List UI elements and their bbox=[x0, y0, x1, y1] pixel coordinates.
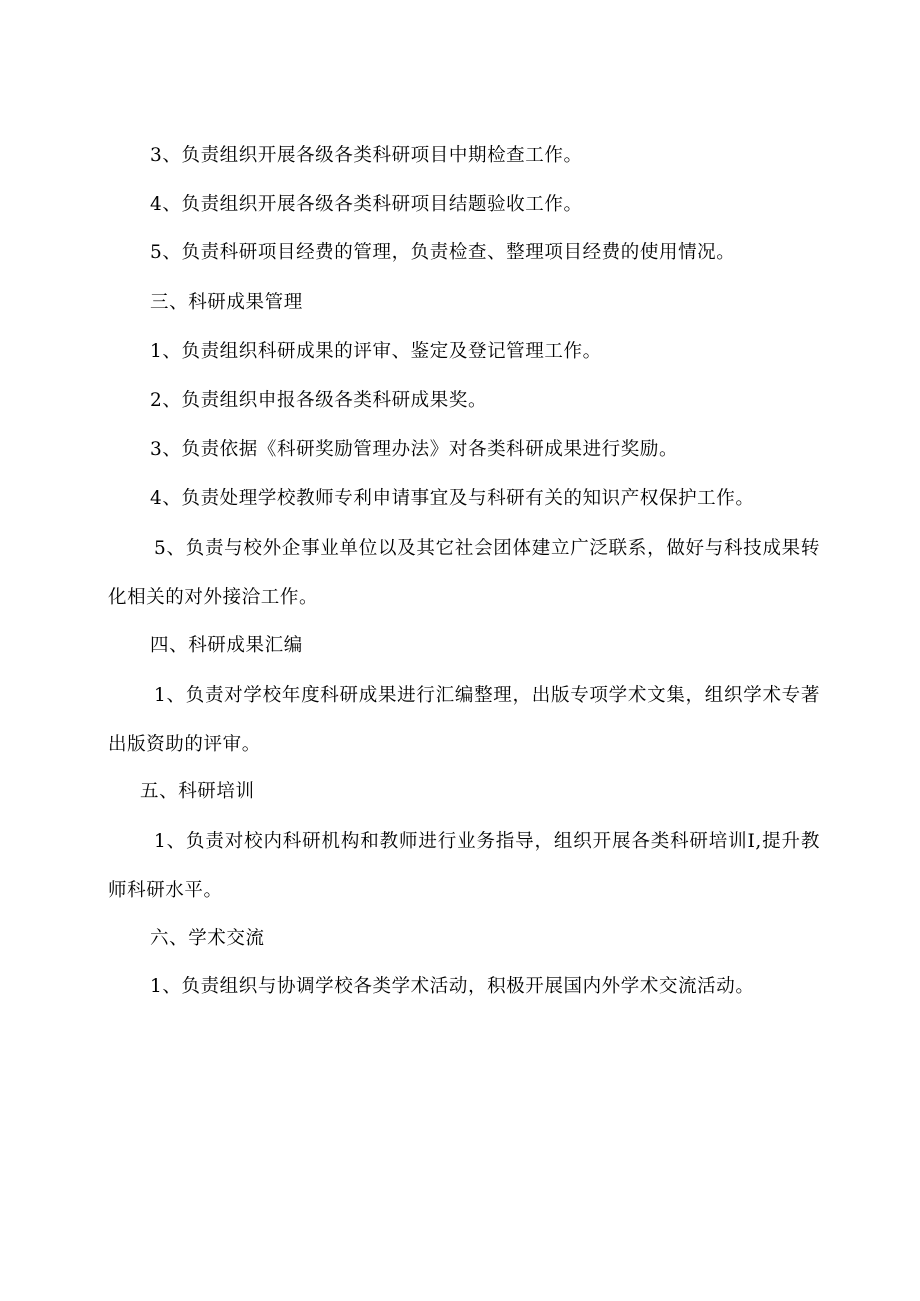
paragraph-item-4-final-acceptance: 4、负责组织开展各级各类科研项目结题验收工作。 bbox=[150, 194, 583, 215]
paragraph-item-5-funding-management: 5、负责科研项目经费的管理，负责检查、整理项目经费的使用情况。 bbox=[150, 242, 736, 263]
paragraph-item-1-academic-activities: 1、负责组织与协调学校各类学术活动，积极开展国内外学术交流活动。 bbox=[150, 976, 755, 997]
paragraph-item-3-midterm-check: 3、负责组织开展各级各类科研项目中期检查工作。 bbox=[150, 145, 583, 166]
paragraph-item-1-training-guidance: 1、负责对校内科研机构和教师进行业务指导，组织开展各类科研培训I,提升教师科研水平。 bbox=[108, 831, 820, 901]
paragraph-item-3-reward-measures: 3、负责依据《科研奖励管理办法》对各类科研成果进行奖励。 bbox=[150, 439, 679, 460]
section-heading-academic-exchange: 六、学术交流 bbox=[150, 928, 265, 949]
section-heading-research-training: 五、科研培训 bbox=[140, 781, 255, 802]
paragraph-item-5-external-liaison: 5、负责与校外企事业单位以及其它社会团体建立广泛联系，做好与科技成果转化相关的对外接洽工作。 bbox=[108, 538, 820, 608]
paragraph-item-1-review-appraisal: 1、负责组织科研成果的评审、鉴定及登记管理工作。 bbox=[150, 341, 602, 362]
section-heading-achievement-compilation: 四、科研成果汇编 bbox=[150, 635, 303, 656]
paragraph-item-2-award-application: 2、负责组织申报各级各类科研成果奖。 bbox=[150, 390, 488, 411]
section-heading-achievement-management: 三、科研成果管理 bbox=[150, 292, 303, 313]
paragraph-item-4-patent-ip: 4、负责处理学校教师专利申请事宜及与科研有关的知识产权保护工作。 bbox=[150, 488, 755, 509]
paragraph-item-1-annual-compilation: 1、负责对学校年度科研成果进行汇编整理，出版专项学术文集，组织学术专著出版资助的评审。 bbox=[108, 685, 820, 755]
